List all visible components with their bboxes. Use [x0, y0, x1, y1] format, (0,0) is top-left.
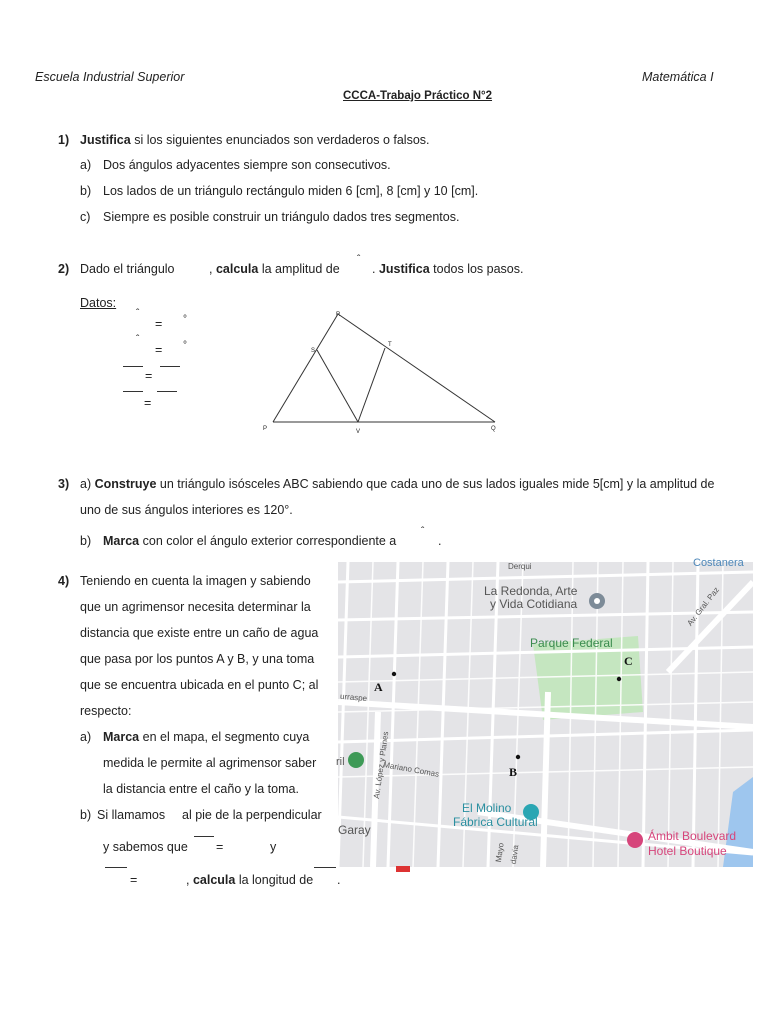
- q3-dot: .: [438, 534, 442, 548]
- q1-text: si los siguientes enunciados son verdaderos o falsos.: [130, 133, 430, 147]
- datos-deg-1: °: [183, 314, 187, 325]
- map-label-ambit-1: Ámbit Boulevard: [648, 829, 737, 843]
- q2-statement: , calcula la amplitud de: [209, 262, 340, 276]
- q1-statement: [80, 133, 430, 147]
- q4-b-text-3: y sabemos que: [103, 840, 188, 854]
- datos-overline-2b: [157, 391, 177, 392]
- q4-a-letter: a): [80, 730, 92, 744]
- map-label-la-redonda-2: y Vida Cotidiana: [490, 597, 578, 611]
- q4-overline-3: [314, 867, 336, 868]
- map-label-molino-2: Fábrica Cultural: [453, 815, 538, 829]
- datos-overline-2a: [123, 391, 143, 392]
- map-label-gral-paz: Av. Gral. Paz: [685, 585, 722, 628]
- map-label-C: C: [624, 654, 633, 668]
- page-title: CCCA-Trabajo Práctico N°2: [343, 90, 493, 102]
- map-label-derqui: Derqui: [508, 562, 532, 571]
- fig-label-T: T: [388, 342, 392, 348]
- point-A: [392, 672, 396, 676]
- q4-overline-1: [194, 836, 214, 837]
- map-label-mayo: Mayo: [493, 842, 506, 863]
- pin-park-icon: [348, 752, 364, 768]
- datos-hat-2: ˆ: [136, 334, 140, 345]
- map-label-A: A: [374, 680, 383, 694]
- map-label-park: Parque Federal: [530, 636, 613, 650]
- q1-item-c: c): [80, 210, 91, 224]
- q4-b-text-1: Si llamamos: [97, 808, 166, 822]
- q4-number: 4): [58, 574, 70, 588]
- point-B: [516, 755, 520, 759]
- q4-a-statement: Marca en el mapa, el segmento cuya: [103, 730, 310, 744]
- fig-label-Q: Q: [491, 426, 496, 432]
- q2-statement-end: . Justifica todos los pasos.: [372, 262, 524, 276]
- map-label-urraspe: urraspe: [339, 691, 368, 704]
- q3-a-line2: uno de sus ángulos interiores es 120°.: [80, 503, 293, 517]
- datos-overline-1b: [160, 366, 180, 367]
- q4-b-text-2: al pie de la perpendicular: [182, 808, 322, 822]
- datos-label: Datos:: [80, 296, 117, 310]
- q3-hat-mark: ˆ: [421, 526, 425, 537]
- fig-label-P: P: [263, 426, 268, 432]
- fig-label-V: V: [356, 429, 361, 435]
- fig-label-S: S: [311, 348, 316, 354]
- q1-item-a-text: Dos ángulos adyacentes siempre son consecutivos.: [103, 158, 391, 172]
- datos-hat-1: ˆ: [136, 308, 140, 319]
- q3-b-statement: Marca con color el ángulo exterior correspondiente a: [103, 534, 397, 548]
- q4-line-2: que un agrimensor necesita determinar la: [80, 600, 311, 614]
- q4-line-3: distancia que existe entre un caño de agua: [80, 626, 319, 640]
- map-label-lopez-planes: Av. López y Planes: [372, 730, 391, 800]
- fig-label-R: R: [336, 312, 341, 318]
- q4-line-5: que se encuentra ubicada en el punto C; al: [80, 678, 319, 692]
- datos-eq-3: =: [145, 369, 153, 383]
- q4-a-line3: la distancia entre el caño y la toma.: [103, 782, 299, 796]
- map-label-ril: ril: [336, 756, 345, 768]
- q1-item-b-text: Los lados de un triángulo rectángulo miden 6 [cm], 8 [cm] y 10 [cm].: [103, 184, 479, 198]
- q4-eq-2: =: [130, 873, 138, 887]
- datos-eq-1: =: [155, 317, 163, 331]
- q4-line-1: Teniendo en cuenta la imagen y sabiendo: [80, 574, 311, 588]
- q4-eq-1: =: [216, 840, 224, 854]
- datos-overline-1a: [123, 366, 143, 367]
- map-label-ambit-2: Hotel Boutique: [648, 844, 727, 858]
- q3-b-letter: b): [80, 534, 92, 548]
- map-label-costanera: Costanera: [693, 557, 744, 569]
- q4-b-calc: , calcula la longitud de: [186, 873, 314, 887]
- q3-number: 3): [58, 477, 70, 491]
- map-label-molino-1: El Molino: [462, 801, 512, 815]
- q4-dot: .: [337, 873, 341, 887]
- q1-item-a: a): [80, 158, 92, 172]
- q1-number: 1): [58, 133, 70, 147]
- q2-p1: Dado el triángulo: [80, 262, 175, 276]
- datos-eq-4: =: [144, 396, 152, 410]
- street-map: [336, 557, 753, 867]
- q2-hat-mark: ˆ: [357, 254, 361, 265]
- datos-deg-2: °: [183, 340, 187, 351]
- q4-line-4: que pasa por los puntos A y B, y una toma: [80, 652, 315, 666]
- datos-eq-2: =: [155, 343, 163, 357]
- map-label-mariano-comas: Mariano Comas: [382, 760, 440, 779]
- point-C: [617, 677, 621, 681]
- q2-number: 2): [58, 262, 70, 276]
- q1-item-b: b): [80, 184, 92, 198]
- map-label-davia: davia: [508, 844, 521, 865]
- q4-overline-2: [105, 867, 127, 868]
- q3-a-statement: a) Construye un triángulo isósceles ABC sabiendo que cada uno de sus lados iguales mide 5[cm] y la amplitud de: [80, 477, 715, 491]
- pin-ambit-hotel: [627, 832, 643, 848]
- map-label-garay: Garay: [338, 823, 371, 837]
- q4-b-letter: b): [80, 808, 92, 822]
- subject-name: Matemática I: [642, 70, 714, 84]
- q1-item-c-text: Siempre es posible construir un triángulo dados tres segmentos.: [103, 210, 460, 224]
- q1-bold: Justifica: [80, 133, 131, 147]
- map-label-B: B: [509, 765, 518, 779]
- map-label-la-redonda-1: La Redonda, Arte: [484, 584, 578, 598]
- triangle-figure: [255, 308, 505, 438]
- school-name: Escuela Industrial Superior: [35, 70, 185, 84]
- q4-line-6: respecto:: [80, 704, 132, 718]
- q4-a-line2: medida le permite al agrimensor saber: [103, 756, 317, 770]
- q4-b-y: y: [270, 840, 277, 854]
